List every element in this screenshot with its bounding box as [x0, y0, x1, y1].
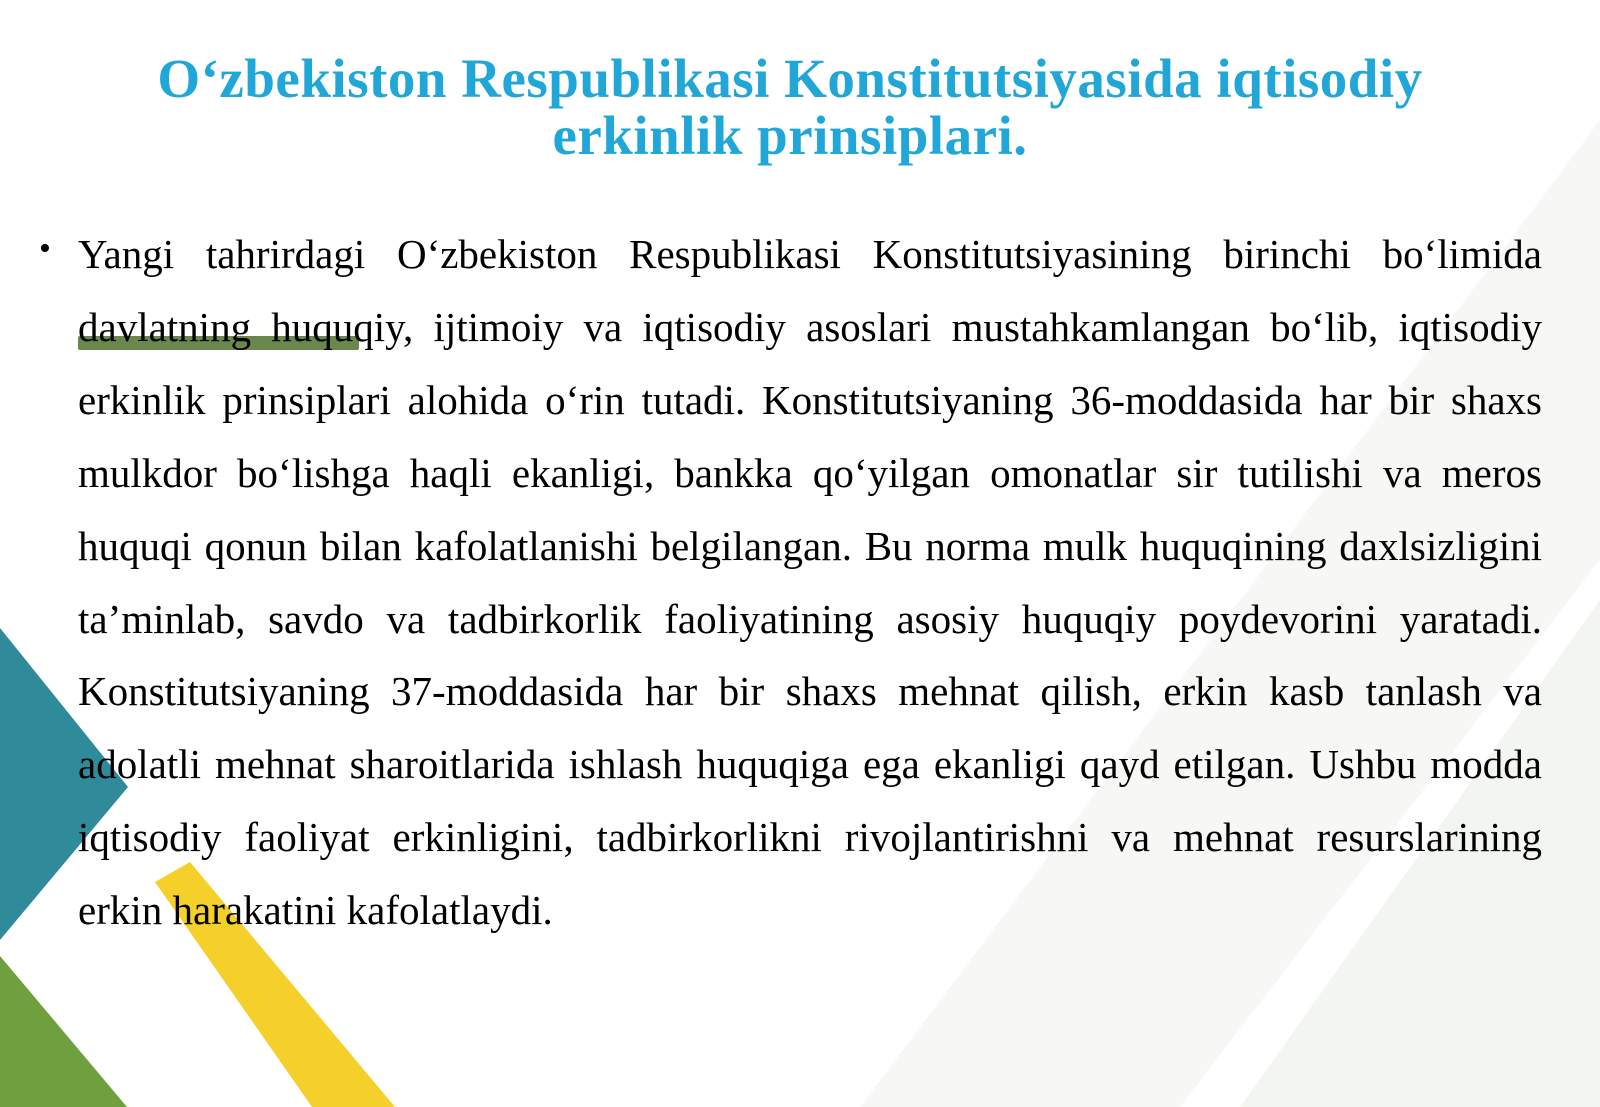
green-triangle-shape [0, 956, 127, 1107]
bullet-list-item [30, 218, 1542, 947]
bullet-marker: • [39, 230, 51, 267]
bullet-paragraph: Yangi tahrirdagi O‘zbekiston Respublikasi Konstitutsiyasining birinchi bo‘limida davlatning huquqiy, ijtimoiy va iqtisodiy asoslari mustahkamlangan bo‘lib, iqtisodiy erkinlik prinsiplari alohida o‘rin tutadi. Konstitutsiyaning 36-moddasida har bir shaxs mulkdor bo‘lishga haqli ekanligi, bankka qo‘yilgan omonatlar sir tutilishi va meros huquqi qonun bilan kafolatlanishi belgilangan. Bu norma mulk huquqining daxlsizligini ta’minlab, savdo va tadbirkorlik faoliyatining asosiy huquqiy poydevorini yaratadi. Konstitutsiyaning 37-moddasida har bir shaxs mehnat qilish, erkin kasb tanlash va adolatli mehnat sharoitlarida ishlash huquqiga ega ekanligi qayd etilgan. Ushbu modda iqtisodiy faoliyat erkinligini, tadbirkorlikni rivojlantirishni va mehnat resurslarining erkin harakatini kafolatlaydi. [78, 231, 1542, 934]
slide-title: O‘zbekiston Respublikasi Konstitutsiyasida iqtisodiy erkinlik prinsiplari. [157, 48, 1423, 166]
